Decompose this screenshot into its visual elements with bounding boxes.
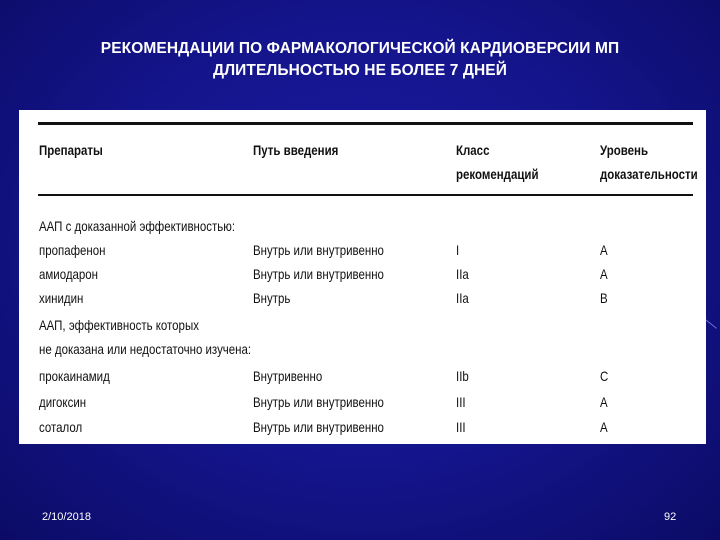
slide-page-number: 92 <box>664 511 677 523</box>
table-header-rule <box>38 194 693 196</box>
slide-date: 2/10/2018 <box>42 511 91 523</box>
row-route: Внутрь <box>253 290 291 306</box>
row-drug: хинидин <box>39 290 84 306</box>
row-class: IIb <box>456 368 469 384</box>
row-class: III <box>456 394 466 410</box>
row-class: I <box>456 242 460 258</box>
row-level: A <box>600 419 608 435</box>
group-label-unproven-line-2: не доказана или недостаточно изучена: <box>39 341 252 357</box>
row-route: Внутривенно <box>253 368 323 384</box>
row-route: Внутрь или внутривенно <box>253 394 384 410</box>
row-drug: прокаинамид <box>39 368 110 384</box>
row-route: Внутрь или внутривенно <box>253 419 384 435</box>
group-label-proven: ААП с доказанной эффективностью: <box>39 218 236 234</box>
slide-title-line-2: ДЛИТЕЛЬНОСТЬЮ НЕ БОЛЕЕ 7 ДНЕЙ <box>213 62 507 79</box>
header-level-line-1: Уровень <box>600 142 649 158</box>
row-level: A <box>600 266 608 282</box>
row-level: C <box>600 368 609 384</box>
row-level: A <box>600 394 608 410</box>
row-drug: пропафенон <box>39 242 106 258</box>
group-label-unproven-line-1: ААП, эффективность которых <box>39 317 199 333</box>
slide-title <box>40 38 680 82</box>
row-drug: амиодарон <box>39 266 99 282</box>
row-route: Внутрь или внутривенно <box>253 242 384 258</box>
row-drug: дигоксин <box>39 394 87 410</box>
row-class: IIa <box>456 290 469 306</box>
header-level-line-2: доказательности <box>600 166 698 182</box>
header-drugs: Препараты <box>39 142 103 158</box>
header-class-line-1: Класс <box>456 142 490 158</box>
row-level: A <box>600 242 608 258</box>
header-route: Путь введения <box>253 142 339 158</box>
row-level: B <box>600 290 608 306</box>
row-class: III <box>456 419 466 435</box>
table-top-rule <box>38 122 693 125</box>
slide-title-line-1: РЕКОМЕНДАЦИИ ПО ФАРМАКОЛОГИЧЕСКОЙ КАРДИОВЕРСИИ МП <box>100 40 620 57</box>
row-class: IIa <box>456 266 469 282</box>
recommendation-table <box>19 110 706 444</box>
row-route: Внутрь или внутривенно <box>253 266 384 282</box>
header-class-line-2: рекомендаций <box>456 166 539 182</box>
row-drug: соталол <box>39 419 83 435</box>
